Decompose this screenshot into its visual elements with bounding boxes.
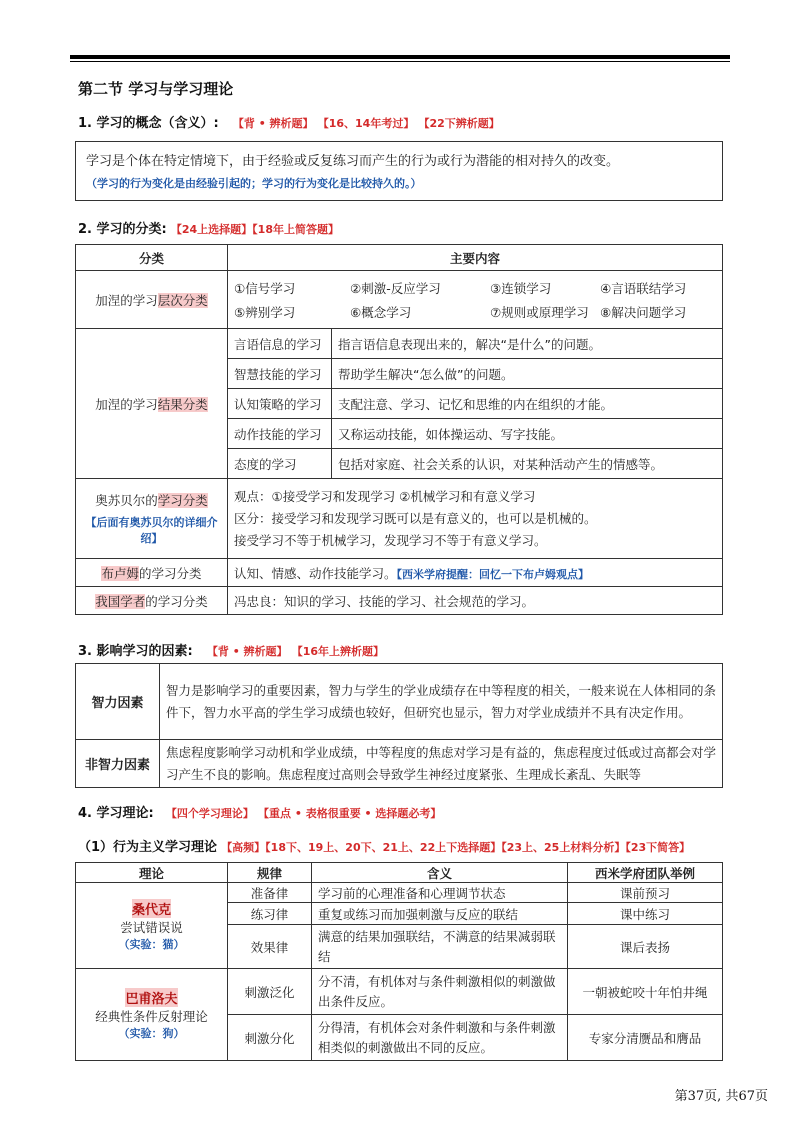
definition-box xyxy=(75,141,723,201)
row-label: 我国学者的学习分类 xyxy=(76,587,228,615)
list-item: ②刺激-反应学习 xyxy=(350,280,441,296)
behaviorism-table xyxy=(75,862,723,1061)
concept-heading xyxy=(78,112,500,131)
col-header: 含义 xyxy=(312,863,568,883)
definition-text: 学习是个体在特定情境下，由于经验或反复练习而产生的行为或行为潜能的相对持久的改变。 xyxy=(86,154,620,169)
section-title: 第二节 学习与学习理论 xyxy=(78,80,234,98)
factors-title: 3. 影响学习的因素: xyxy=(78,644,193,659)
table-cell: 冯忠良：知识的学习、技能的学习、社会规范的学习。 xyxy=(228,587,723,615)
tag: 【高频】【18下、19上、20下、21上、22上下选择题】【23上、25上材料分析】【23下简答】 xyxy=(221,841,691,854)
table-cell: 言语信息的学习 xyxy=(228,329,332,359)
page-number: 第37页, 共67页 xyxy=(674,1089,768,1104)
table-cell: 动作技能的学习 xyxy=(228,419,332,449)
tag: 【16、14年考过】 xyxy=(317,117,415,130)
table-cell: 专家分清赝品和膺品 xyxy=(568,1015,723,1061)
list-item: ①信号学习 xyxy=(234,280,296,296)
table-cell: 分得清，有机体会对条件刺激和与条件刺激相类似的刺激做出不同的反应。 xyxy=(312,1015,568,1061)
top-rule-thin xyxy=(70,61,730,62)
concept-title: 1. 学习的概念（含义）: xyxy=(78,116,219,131)
table-cell: 刺激泛化 xyxy=(228,969,312,1015)
row-label: 加涅的学习层次分类 xyxy=(76,271,228,329)
list-item: ③连锁学习 xyxy=(490,280,552,296)
table-cell: 练习律 xyxy=(228,903,312,925)
table-cell: 分不清，有机体对与条件刺激相似的刺激做出条件反应。 xyxy=(312,969,568,1015)
tag: 【24上选择题】【18年上简答题】 xyxy=(170,223,339,236)
table-cell: 效果律 xyxy=(228,925,312,969)
definition-note: （学习的行为变化是由经验引起的；学习的行为变化是比较持久的。） xyxy=(86,177,422,190)
tag: 【背 • 辨析题】 xyxy=(232,117,314,130)
table-cell: 学习前的心理准备和心理调节状态 xyxy=(312,883,568,903)
experiment-note: （实验：猫） xyxy=(118,938,185,951)
theorist-cell xyxy=(76,969,228,1061)
table-cell: 认知策略的学习 xyxy=(228,389,332,419)
text-line: 接受学习不等于机械学习，发现学习不等于有意义学习。 xyxy=(234,532,547,548)
row-label: 布卢姆的学习分类 xyxy=(76,559,228,587)
table-cell: 支配注意、学习、记忆和思维的内在组织的才能。 xyxy=(332,389,723,419)
row-label: 奥苏贝尔的学习分类 【后面有奥苏贝尔的详细介绍】 xyxy=(76,479,228,559)
list-item: ⑤辨别学习 xyxy=(234,304,296,320)
behaviorism-heading xyxy=(78,836,690,855)
theory-heading xyxy=(78,802,441,821)
col-header: 规律 xyxy=(228,863,312,883)
classification-table xyxy=(75,244,723,615)
theory-title: 4. 学习理论: xyxy=(78,806,154,821)
top-rule-thick xyxy=(70,55,730,59)
tag: 【背 • 辨析题】 xyxy=(206,645,288,658)
factors-table xyxy=(75,663,723,788)
table-cell: 一朝被蛇咬十年怕井绳 xyxy=(568,969,723,1015)
theorist-name: 巴甫洛夫 xyxy=(125,988,177,1007)
table-cell: 包括对家庭、社会关系的认识，对某种活动产生的情感等。 xyxy=(332,449,723,479)
behaviorism-title: （1）行为主义学习理论 xyxy=(78,840,218,855)
tag: 【22下辨析题】 xyxy=(418,117,500,130)
tag: 【16年上辨析题】 xyxy=(291,645,385,658)
text-line: 观点：①接受学习和发现学习 ②机械学习和有意义学习 xyxy=(234,488,536,504)
table-cell: 态度的学习 xyxy=(228,449,332,479)
table-cell: 指言语信息表现出来的，解决“是什么”的问题。 xyxy=(332,329,723,359)
list-item: ⑦规则或原理学习 xyxy=(490,304,589,320)
gagne-levels xyxy=(228,271,723,329)
tag: 【重点 • 表格很重要 • 选择题必考】 xyxy=(258,807,442,820)
theory-name: 尝试错误说 xyxy=(120,920,183,935)
theorist-name: 桑代克 xyxy=(132,899,171,918)
classification-title: 2. 学习的分类: xyxy=(78,222,167,237)
experiment-note: （实验：狗） xyxy=(118,1027,185,1040)
factor-label: 智力因素 xyxy=(76,664,160,740)
table-cell: 准备律 xyxy=(228,883,312,903)
theory-name: 经典性条件反射理论 xyxy=(95,1009,208,1024)
col-header: 分类 xyxy=(76,245,228,271)
table-cell: 重复或练习而加强刺激与反应的联结 xyxy=(312,903,568,925)
factors-heading xyxy=(78,640,384,659)
table-cell: 课后表扬 xyxy=(568,925,723,969)
table-cell: 课中练习 xyxy=(568,903,723,925)
factor-text: 焦虑程度影响学习动机和学业成绩，中等程度的焦虑对学习是有益的，焦虑程度过低或过高都会对学习产生不良的影响。焦虑程度过高则会导致学生神经过度紧张、生理成长紊乱、失眠等 xyxy=(160,740,723,788)
table-cell: 满意的结果加强联结，不满意的结果减弱联结 xyxy=(312,925,568,969)
ausubel-note: 【后面有奥苏贝尔的详细介绍】 xyxy=(85,515,218,545)
table-cell: 课前预习 xyxy=(568,883,723,903)
table-cell: 帮助学生解决“怎么做”的问题。 xyxy=(332,359,723,389)
list-item: ④言语联结学习 xyxy=(600,280,687,296)
list-item: ⑧解决问题学习 xyxy=(600,304,687,320)
text-line: 区分：接受学习和发现学习既可以是有意义的，也可以是机械的。 xyxy=(234,510,597,526)
table-cell: 刺激分化 xyxy=(228,1015,312,1061)
table-cell: 又称运动技能，如体操运动、写字技能。 xyxy=(332,419,723,449)
col-header: 主要内容 xyxy=(228,245,723,271)
list-item: ⑥概念学习 xyxy=(350,304,412,320)
bloom-content: 认知、情感、动作技能学习。【西米学府提醒：回忆一下布卢姆观点】 xyxy=(228,559,723,587)
theorist-cell xyxy=(76,883,228,969)
col-header: 西米学府团队举例 xyxy=(568,863,723,883)
ausubel-content xyxy=(228,479,723,559)
classification-heading xyxy=(78,218,339,237)
col-header: 理论 xyxy=(76,863,228,883)
row-label: 加涅的学习结果分类 xyxy=(76,329,228,479)
factor-text: 智力是影响学习的重要因素，智力与学生的学业成绩存在中等程度的相关，一般来说在人体相同的条件下，智力水平高的学生学习成绩也较好，但研究也显示，智力对学业成绩并不具有决定作用。 xyxy=(160,664,723,740)
table-cell: 智慧技能的学习 xyxy=(228,359,332,389)
factor-label: 非智力因素 xyxy=(76,740,160,788)
tip: 【西米学府提醒：回忆一下布卢姆观点】 xyxy=(396,567,590,581)
tag: 【四个学习理论】 xyxy=(165,807,254,820)
